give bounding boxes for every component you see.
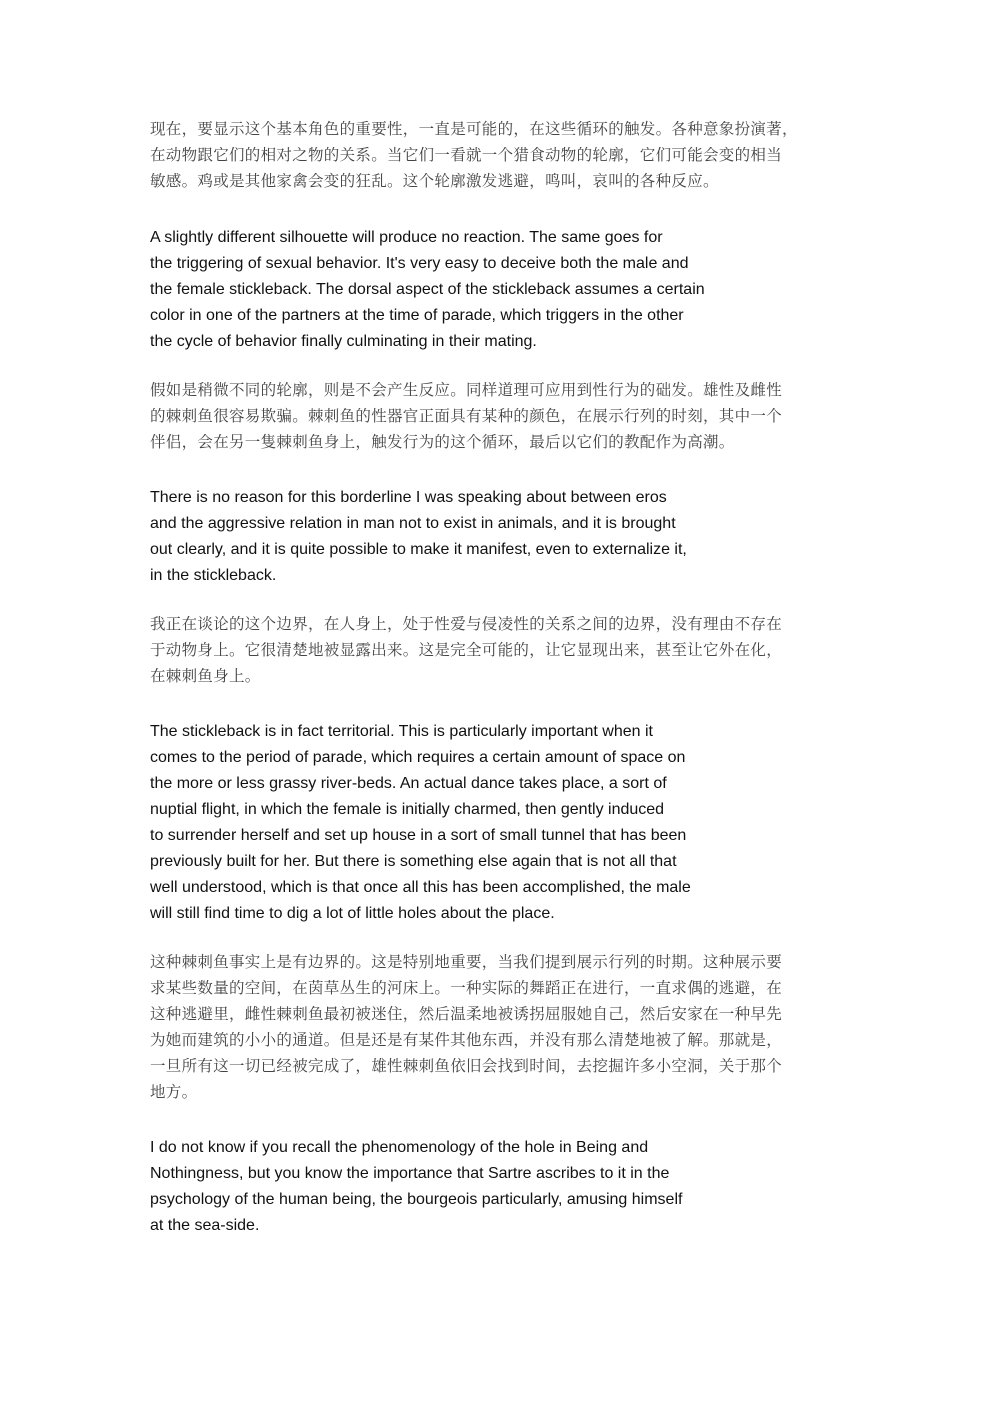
text-line: 在棘刺鱼身上。 — [150, 667, 261, 685]
text-line: to surrender herself and set up house in a sort of small tunnel that has been — [150, 827, 687, 844]
text-line: 伴侣，会在另一隻棘刺鱼身上，触发行为的这个循环，最后以它们的教配作为高潮。 — [150, 433, 735, 451]
text-line: the female stickleback. The dorsal aspect of the stickleback assumes a certain — [150, 281, 705, 298]
text-line: The stickleback is in fact territorial. This is particularly important when it — [150, 723, 653, 740]
text-line: 为她而建筑的小小的通道。但是还是有某件其他东西，并没有那么清楚地被了解。那就是， — [150, 1031, 783, 1049]
text-line: well understood, which is that once all this has been accomplished, the male — [150, 879, 691, 896]
text-line: 地方。 — [150, 1083, 198, 1101]
text-line: 现在，要显示这个基本角色的重要性，一直是可能的，在这些循环的触发。各种意象扮演著， — [150, 120, 798, 138]
paragraph-zh-1 — [150, 116, 846, 194]
text-line: Nothingness, but you know the importance that Sartre ascribes to it in the — [150, 1165, 670, 1182]
text-line: and the aggressive relation in man not to exist in animals, and it is brought — [150, 515, 676, 532]
text-line: 这种棘刺鱼事实上是有边界的。这是特别地重要，当我们提到展示行列的时期。这种展示要 — [150, 953, 783, 971]
text-line: in the stickleback. — [150, 567, 277, 584]
text-line: the triggering of sexual behavior. It's very easy to deceive both the male and — [150, 255, 689, 272]
text-line: out clearly, and it is quite possible to make it manifest, even to externalize it, — [150, 541, 687, 558]
text-line: 的棘刺鱼很容易欺骗。棘刺鱼的性器官正面具有某种的颜色，在展示行列的时刻，其中一个 — [150, 407, 783, 425]
paragraph-en-4 — [150, 1135, 790, 1239]
text-line: at the sea-side. — [150, 1217, 260, 1234]
text-line: 一旦所有这一切已经被完成了，雄性棘刺鱼依旧会找到时间，去挖掘许多小空洞，关于那个 — [150, 1057, 783, 1075]
text-line: psychology of the human being, the bourgeois particularly, amusing himself — [150, 1191, 683, 1208]
text-line: A slightly different silhouette will produce no reaction. The same goes for — [150, 229, 663, 246]
text-line: nuptial flight, in which the female is initially charmed, then gently induced — [150, 801, 665, 818]
paragraph-zh-3 — [150, 611, 846, 689]
text-line: comes to the period of parade, which requires a certain amount of space on — [150, 749, 686, 766]
text-line: will still find time to dig a lot of little holes about the place. — [150, 905, 555, 922]
text-line: 在动物跟它们的相对之物的关系。当它们一看就一个猎食动物的轮廓，它们可能会变的相当 — [150, 146, 783, 164]
text-line: 于动物身上。它很清楚地被显露出来。这是完全可能的，让它显现出来，甚至让它外在化， — [150, 641, 783, 659]
text-line: the cycle of behavior finally culminating in their mating. — [150, 333, 537, 350]
text-line: 我正在谈论的这个边界，在人身上，处于性爱与侵凌性的关系之间的边界，没有理由不存在 — [150, 615, 783, 633]
text-line: 求某些数量的空间，在茵草丛生的河床上。一种实际的舞蹈正在进行，一直求偶的逃避，在 — [150, 979, 783, 997]
paragraph-en-3 — [150, 719, 790, 927]
paragraph-en-1 — [150, 225, 790, 355]
text-line: the more or less grassy river-beds. An actual dance takes place, a sort of — [150, 775, 667, 792]
text-line: I do not know if you recall the phenomenology of the hole in Being and — [150, 1139, 649, 1156]
text-line: color in one of the partners at the time of parade, which triggers in the other — [150, 307, 684, 324]
text-line: 敏感。鸡或是其他家禽会变的狂乱。这个轮廓激发逃避，鸣叫，哀叫的各种反应。 — [150, 172, 719, 190]
text-line: previously built for her. But there is something else again that is not all that — [150, 853, 677, 870]
text-line: 这种逃避里，雌性棘刺鱼最初被迷住，然后温柔地被诱拐屈服她自己，然后安家在一种早先 — [150, 1005, 783, 1023]
text-line: 假如是稍微不同的轮廓，则是不会产生反应。同样道理可应用到性行为的础发。雄性及雌性 — [150, 381, 783, 399]
paragraph-en-2 — [150, 485, 790, 589]
paragraph-zh-2 — [150, 377, 846, 455]
paragraph-zh-4 — [150, 949, 846, 1105]
text-line: There is no reason for this borderline I was speaking about between eros — [150, 489, 667, 506]
